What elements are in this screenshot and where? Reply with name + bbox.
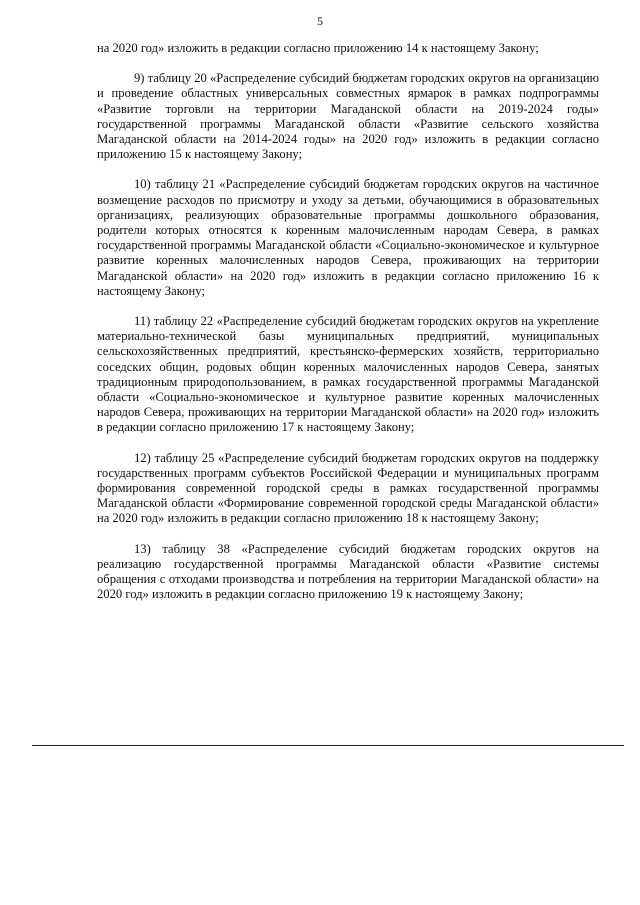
paragraph-continuation: на 2020 год» изложить в редакции согласно приложению 14 к настоящему Закону; (97, 41, 539, 55)
page-number: 5 (317, 14, 323, 28)
paragraph-item-12: 12) таблицу 25 «Распределение субсидий бюджетам городских округов на поддержку государственных программ субъектов Российской Федерации и муниципальных программ формирования современной городской среды в рамках государственной программы Магаданской области «Формирование современной городской среды Магаданской области» на 2020 год» изложить в редакции согласно приложению 18 к настоящему Закону; (97, 450, 599, 526)
footer-divider (32, 745, 624, 746)
paragraph-item-11: 11) таблицу 22 «Распределение субсидий бюджетам городских округов на укрепление материально-технической базы муниципальных предприятий, муниципальных сельскохозяйственных предприятий, крестьянско-фермерских хозяйств, территориально соседских общин, родовых общин коренных малочисленных народов Севера, занятых традиционным природопользованием, в рамках государственной программы Магаданской области «Социально-экономическое и культурное развитие коренных малочисленных народов Севера, проживающих на территории Магаданской области» на 2020 год» изложить в редакции согласно приложению 17 к настоящему Закону; (97, 314, 599, 435)
document-body (97, 41, 599, 603)
paragraph-item-10: 10) таблицу 21 «Распределение субсидий бюджетам городских округов на частичное возмещение расходов по присмотру и уходу за детьми, обучающимися в образовательных организациях, реализующих образовательные программы дошкольного образования, родители которых относятся к коренным малочисленным народам Севера, в рамках государственной программы Магаданской области «Социально-экономическое и культурное развитие коренных малочисленных народов Севера, проживающих на территории Магаданской области» на 2020 год» изложить в редакции согласно приложению 16 к настоящему Закону; (97, 177, 599, 298)
paragraph-item-9: 9) таблицу 20 «Распределение субсидий бюджетам городских округов на организацию и проведение областных универсальных совместных ярмарок в рамках подпрограммы «Развитие торговли на территории Магаданской области на 2019-2024 годы» государственной программы Магаданской области «Развитие сельского хозяйства Магаданской области на 2014-2024 годы» на 2020 год» изложить в редакции согласно приложению 15 к настоящему Закону; (97, 71, 599, 162)
paragraph-item-13: 13) таблицу 38 «Распределение субсидий бюджетам городских округов на реализацию государственной программы Магаданской области «Развитие системы обращения с отходами производства и потребления на территории Магаданской области» на 2020 год» изложить в редакции согласно приложению 19 к настоящему Закону; (97, 541, 599, 602)
